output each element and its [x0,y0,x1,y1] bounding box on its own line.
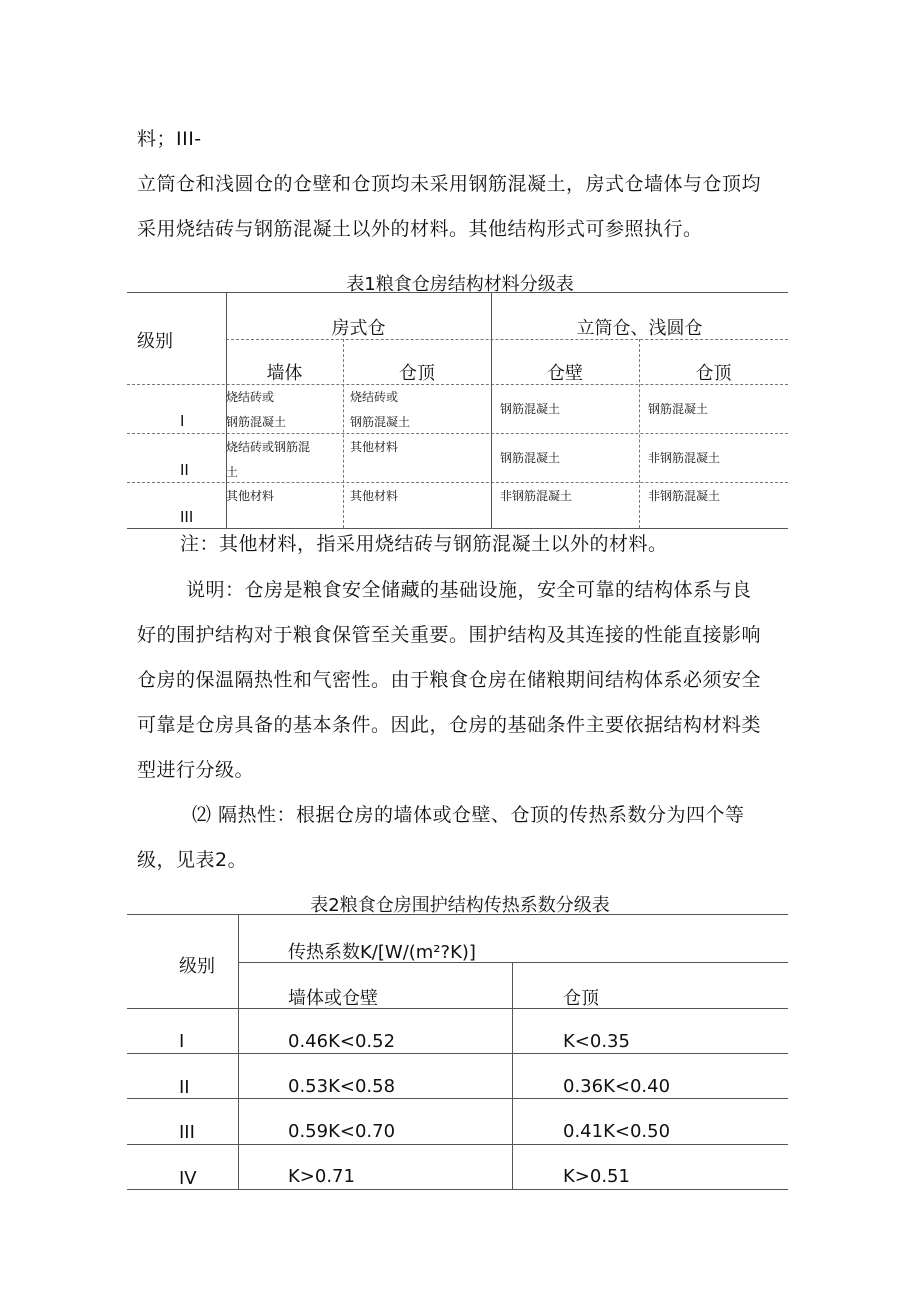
table2-cell: 0.36K<0.40 [563,1076,671,1097]
explanation-line: 型进行分级。 [137,759,255,781]
table1-level-header: 级别 [137,331,173,352]
table1-cell: 其他材料 [226,489,275,503]
table1-cell: 非钢筋混凝土 [648,451,721,465]
table2-row-level: III [179,1122,195,1143]
table1-group-silo: 立筒仓、浅圆仓 [576,318,703,339]
table2-level-header: 级别 [179,956,215,977]
table2-coef-header: 传热系数K/[W/(m²?K)] [288,942,476,963]
table1-sub-header: 墙体 [266,363,303,384]
table1-cell: 其他材料 [350,489,399,503]
table2-rule [127,1008,788,1009]
table2-wall-header: 墙体或仓壁 [288,988,378,1009]
table2-cell: K>0.71 [288,1166,355,1187]
table2-rule [127,1098,788,1099]
explanation-line: 可靠是仓房具备的基本条件。因此，仓房的基础条件主要依据结构材料类 [137,714,762,736]
table2-row-level: I [179,1031,185,1052]
insulation-line-2: 级，见表2。 [137,849,248,871]
table2-rule [238,914,239,1189]
table1-caption: 表1粮食仓房结构材料分级表 [346,274,574,295]
table2-cell: K<0.35 [563,1031,630,1052]
table2-cell: 0.53K<0.58 [288,1076,396,1097]
table1-cell: 钢筋混凝土 [500,451,561,465]
table2-row-level: IV [179,1168,197,1189]
explanation-line: 好的围护结构对于粮食保管至关重要。围护结构及其连接的性能直接影响 [137,624,762,646]
table1-row-level: I [180,412,185,430]
table2-caption: 表2粮食仓房围护结构传热系数分级表 [310,895,610,916]
table1-note: 注：其他材料，指采用烧结砖与钢筋混凝土以外的材料。 [180,533,668,555]
table2-rule [127,1189,788,1190]
table2-rule [127,1053,788,1054]
table2-roof-header: 仓顶 [563,988,599,1009]
table1-cell: 土 [226,465,239,479]
explanation-line: 说明：仓房是粮食安全储藏的基础设施，安全可靠的结构体系与良 [186,579,752,601]
table1-cell: 烧结砖或 [350,390,399,404]
table1-cell: 烧结砖或钢筋混 [226,440,311,454]
insulation-line-1: ⑵ 隔热性：根据仓房的墙体或仓壁、仓顶的传热系数分为四个等 [192,804,745,826]
table1-sub-header: 仓顶 [399,363,435,384]
intro-line-2: 立筒仓和浅圆仓的仓壁和仓顶均未采用钢筋混凝土，房式仓墙体与仓顶均 [137,173,762,195]
explanation-line: 仓房的保温隔热性和气密性。由于粮食仓房在储粮期间结构体系必须安全 [137,669,762,691]
intro-line-1: 料；III- [137,128,202,150]
table1-sub-header: 仓壁 [547,363,583,384]
table2-rule [512,962,513,1189]
table1-cell: 烧结砖或 [226,390,275,404]
table2-rule [127,914,788,915]
table2-rule [127,1144,788,1145]
table1-sub-header: 仓顶 [695,363,732,384]
table2-row-level: II [179,1077,190,1098]
table1-cell: 其他材料 [350,440,399,454]
table1-cell: 钢筋混凝土 [648,402,709,416]
table1-group-warehouse: 房式仓 [331,318,386,339]
table1-cell: 非钢筋混凝土 [500,489,573,503]
table1-cell: 钢筋混凝土 [350,415,411,429]
table1-cell: 钢筋混凝土 [226,415,287,429]
table2-cell: 0.46K<0.52 [288,1031,396,1052]
table2-cell: 0.59K<0.70 [288,1121,396,1142]
table1-cell: 非钢筋混凝土 [648,489,721,503]
table1-row-level: III [180,508,194,526]
table1-row-level: II [180,461,189,479]
intro-line-3: 采用烧结砖与钢筋混凝土以外的材料。其他结构形式可参照执行。 [137,218,703,240]
table2-cell: 0.41K<0.50 [563,1121,671,1142]
table2-cell: K>0.51 [563,1166,630,1187]
table1-cell: 钢筋混凝土 [500,402,561,416]
